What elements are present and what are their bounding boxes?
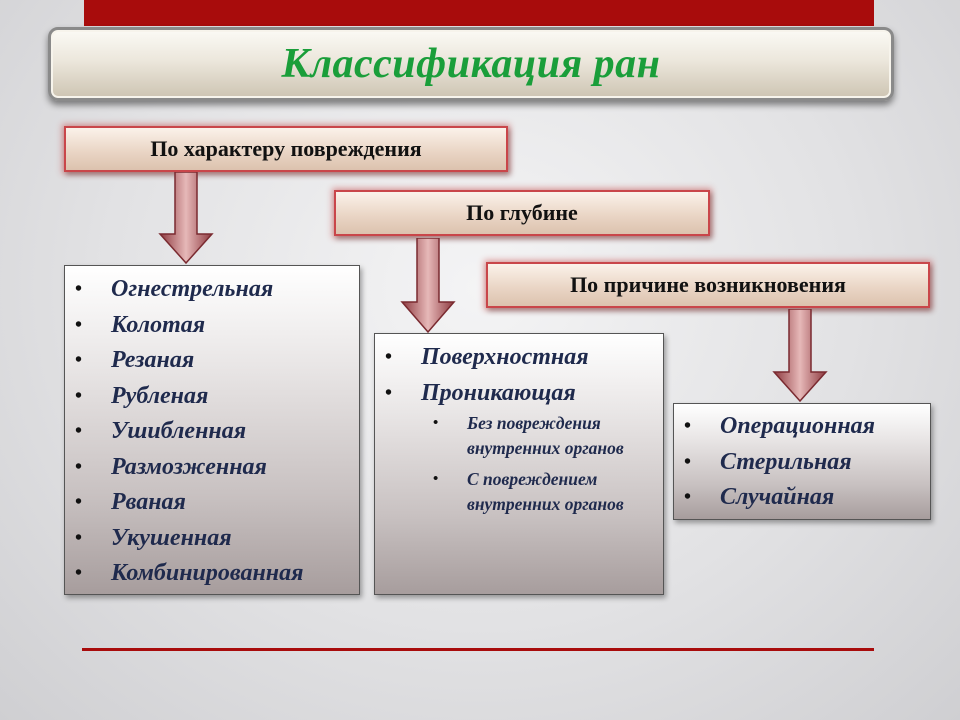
bullet-icon: • [75,384,83,407]
list-item [65,343,359,379]
down-arrow-icon [400,238,456,334]
depth-list-box [374,333,664,595]
bullet-icon: • [684,450,692,473]
list-item-text: Поверхностная [421,344,589,370]
depth-sublist [375,411,663,517]
list-item-text: Случайная [720,484,835,510]
list-item-text: Комбинированная [111,560,304,586]
list-item [65,379,359,415]
bullet-icon: • [75,526,83,549]
bullet-icon: • [385,346,393,368]
cause-list [674,404,930,516]
list-item [65,308,359,344]
bullet-icon: • [385,381,393,404]
title-banner [48,27,894,101]
bullet-icon: • [684,415,692,437]
damage-character-list-box [64,265,360,595]
list-item-text: Резаная [111,347,195,373]
list-item-text: Огнестрельная [111,276,274,302]
bullet-icon: • [433,471,439,487]
bullet-icon: • [75,349,83,371]
bullet-icon: • [433,415,439,431]
category-label: По причине возникновения [570,272,846,297]
bottom-divider [82,648,874,651]
sub-list-item [375,411,663,461]
list-item-text: Стерильная [720,448,852,475]
bullet-icon: • [75,313,83,336]
list-item [375,340,663,376]
sub-list-item [375,467,663,517]
damage-character-list [65,266,359,592]
list-item-text: Рубленая [111,382,209,409]
bullet-icon: • [75,278,83,300]
bullet-icon: • [75,420,83,442]
category-depth [334,190,710,236]
category-damage-character [64,126,508,172]
list-item [65,272,359,308]
list-item [674,480,930,516]
category-cause [486,262,930,308]
down-arrow-icon [158,172,214,265]
page-title: Классификация ран [281,41,661,87]
bullet-icon: • [75,562,83,584]
down-arrow-icon [772,309,828,403]
list-item-text: Проникающая [421,379,576,406]
list-item [65,556,359,592]
list-item [65,521,359,557]
cause-list-box [673,403,931,520]
list-item-text: Операционная [720,413,876,439]
category-label: По глубине [466,200,578,225]
list-item [375,376,663,412]
list-item-text: Ушибленная [111,418,247,444]
list-item [674,409,930,445]
bullet-icon: • [684,486,692,508]
list-item [65,414,359,450]
list-item-text: Колотая [111,311,206,338]
sub-list-item-text: С повреждением внутренних органов [467,469,624,514]
list-item-text: Рваная [111,489,186,515]
bullet-icon: • [75,491,83,513]
list-item-text: Укушенная [111,524,232,551]
bullet-icon: • [75,455,83,478]
list-item [65,450,359,486]
sub-list-item-text: Без повреждения внутренних органов [467,413,624,458]
top-accent-band [84,0,874,26]
depth-list [375,334,663,411]
list-item [65,485,359,521]
list-item [674,445,930,481]
category-label: По характеру повреждения [150,136,422,161]
list-item-text: Размозженная [111,453,267,480]
